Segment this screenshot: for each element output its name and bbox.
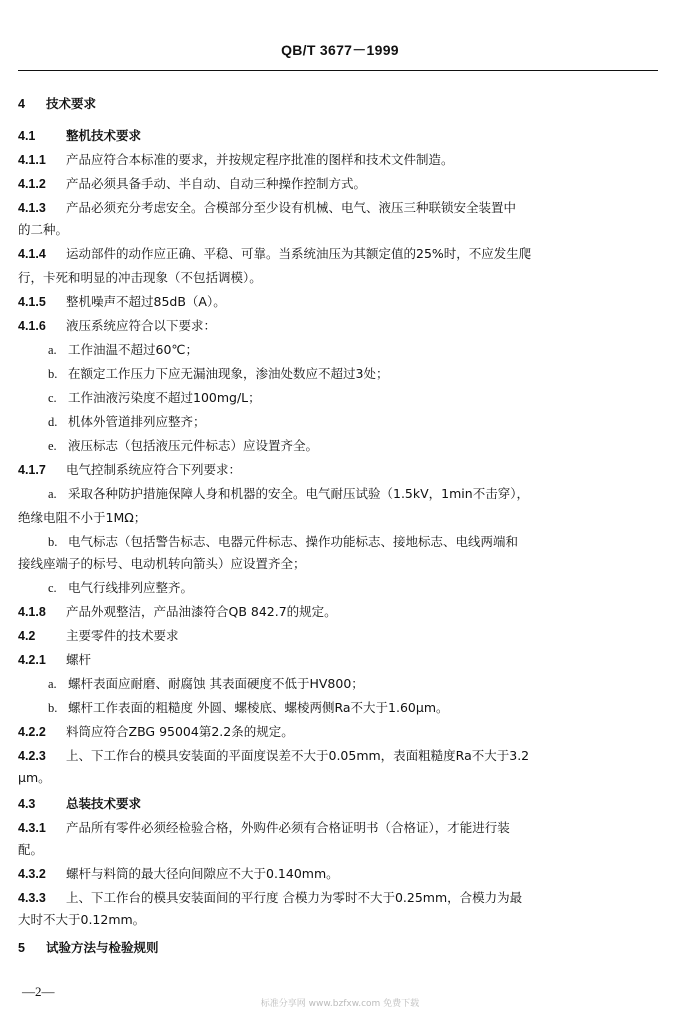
list-text: 在额定工作压力下应无漏油现象，渗油处数应不超过3处； xyxy=(68,366,389,381)
clause-4-1-5 xyxy=(18,294,658,310)
clause-number: 4.2.3 xyxy=(18,749,46,763)
list-item-b xyxy=(18,534,658,550)
clause-text: 产品必须充分考虑安全。合模部分至少设有机械、电气、液压三种联锁安全装置中 xyxy=(66,200,517,215)
clause-4-2-1 xyxy=(18,652,658,668)
list-item-a xyxy=(18,676,658,692)
clause-text: 产品应符合本标准的要求，并按规定程序批准的图样和技术文件制造。 xyxy=(66,152,454,167)
clause-text: 液压系统应符合以下要求： xyxy=(66,318,217,333)
clause-number: 4.2 xyxy=(18,629,36,643)
list-text: 螺杆工作表面的粗糙度 外圆、螺棱底、螺棱两侧Ra不大于1.60μm。 xyxy=(68,700,449,715)
list-text: 螺杆表面应耐磨、耐腐蚀 其表面硬度不低于HV800； xyxy=(68,676,364,691)
clause-text: 螺杆 xyxy=(66,652,92,667)
list-letter: c. xyxy=(48,581,57,595)
clause-text: 上、下工作台的模具安装面的平面度误差不大于0.05mm，表面粗糙度Ra不大于3.2 xyxy=(66,748,530,763)
clause-number: 4.1.2 xyxy=(18,177,46,191)
list-letter: a. xyxy=(48,343,57,357)
list-continuation: 绝缘电阻不小于1MΩ； xyxy=(18,510,147,525)
header-rule xyxy=(18,70,658,71)
clause-number: 4.2.2 xyxy=(18,725,46,739)
list-text: 电气标志（包括警告标志、电器元件标志、操作功能标志、接地标志、电线两端和 xyxy=(68,534,519,549)
section-number: 5 xyxy=(18,941,25,955)
clause-text: 上、下工作台的模具安装面间的平行度 合模力为零时不大于0.25mm，合模力为最 xyxy=(66,890,523,905)
clause-text: 料筒应符合ZBG 95004第2.2条的规定。 xyxy=(66,724,294,739)
clause-4-1-7 xyxy=(18,462,658,478)
list-item-b xyxy=(18,366,658,382)
list-letter: b. xyxy=(48,535,58,549)
clause-number: 4.1.8 xyxy=(18,605,46,619)
list-letter: b. xyxy=(48,701,58,715)
clause-4-3-3 xyxy=(18,890,658,906)
section-4-heading xyxy=(18,96,658,112)
section-number: 4 xyxy=(18,97,25,111)
clause-number: 4.3.1 xyxy=(18,821,46,835)
list-text: 采取各种防护措施保障人身和机器的安全。电气耐压试验（1.5kV，1min不击穿）， xyxy=(68,486,529,501)
page-number: —2— xyxy=(22,984,55,999)
clause-4-1-1 xyxy=(18,152,658,168)
clause-4-1-2 xyxy=(18,176,658,192)
clause-text: 运动部件的动作应正确、平稳、可靠。当系统油压为其额定值的25%时，不应发生爬 xyxy=(66,246,532,261)
clause-4-3 xyxy=(18,796,658,812)
clause-4-1-6 xyxy=(18,318,658,334)
list-letter: b. xyxy=(48,367,58,381)
clause-4-1-4 xyxy=(18,246,658,262)
clause-4-2 xyxy=(18,628,658,644)
clause-text: 产品所有零件必须经检验合格，外购件必须有合格证明书（合格证），才能进行装 xyxy=(66,820,510,835)
list-item-e xyxy=(18,438,658,454)
clause-text: 主要零件的技术要求 xyxy=(66,628,179,643)
clause-number: 4.3.3 xyxy=(18,891,46,905)
list-item-c xyxy=(18,580,658,596)
clause-text: 产品必须具备手动、半自动、自动三种操作控制方式。 xyxy=(66,176,367,191)
list-text: 电气行线排列应整齐。 xyxy=(68,580,194,595)
clause-continuation: 行，卡死和明显的冲击现象（不包括调模）。 xyxy=(18,270,262,285)
clause-continuation: 的二种。 xyxy=(18,222,69,237)
clause-number: 4.1 xyxy=(18,129,36,143)
list-letter: a. xyxy=(48,487,57,501)
list-continuation: 接线座端子的标号、电动机转向箭头）应设置齐全； xyxy=(18,556,306,571)
list-text: 机体外管道排列应整齐； xyxy=(68,414,206,429)
clause-continuation: 大时不大于0.12mm。 xyxy=(18,912,146,927)
clause-4-3-1 xyxy=(18,820,658,836)
clause-number: 4.1.3 xyxy=(18,201,46,215)
clause-number: 4.1.1 xyxy=(18,153,46,167)
clause-text: 整机技术要求 xyxy=(66,128,142,143)
watermark: 标准分享网 www.bzfxw.com 免费下载 xyxy=(260,999,420,1009)
list-letter: e. xyxy=(48,439,57,453)
clause-continuation: 配。 xyxy=(18,842,44,857)
section-title: 技术要求 xyxy=(46,96,97,111)
clause-4-1-3 xyxy=(18,200,658,216)
clause-4-1-8 xyxy=(18,604,658,620)
clause-number: 4.1.5 xyxy=(18,295,46,309)
clause-4-2-3 xyxy=(18,748,658,764)
standard-number-header: QB/T 3677－1999 xyxy=(281,42,399,58)
clause-4-2-2 xyxy=(18,724,658,740)
list-item-a xyxy=(18,342,658,358)
clause-number: 4.2.1 xyxy=(18,653,46,667)
clause-text: 总装技术要求 xyxy=(66,796,142,811)
clause-text: 产品外观整洁，产品油漆符合QB 842.7的规定。 xyxy=(66,604,337,619)
clause-continuation: μm。 xyxy=(18,770,51,785)
list-letter: a. xyxy=(48,677,57,691)
clause-4-1 xyxy=(18,128,658,144)
clause-4-3-2 xyxy=(18,866,658,882)
list-text: 液压标志（包括液压元件标志）应设置齐全。 xyxy=(68,438,319,453)
clause-text: 螺杆与料筒的最大径向间隙应不大于0.140mm。 xyxy=(66,866,339,881)
list-letter: d. xyxy=(48,415,58,429)
clause-number: 4.3 xyxy=(18,797,36,811)
clause-number: 4.1.7 xyxy=(18,463,46,477)
clause-text: 电气控制系统应符合下列要求： xyxy=(66,462,242,477)
list-item-d xyxy=(18,414,658,430)
clause-number: 4.1.6 xyxy=(18,319,46,333)
list-letter: c. xyxy=(48,391,57,405)
section-5-heading xyxy=(18,940,658,956)
clause-number: 4.3.2 xyxy=(18,867,46,881)
clause-number: 4.1.4 xyxy=(18,247,46,261)
list-item-b xyxy=(18,700,658,716)
list-text: 工作油液污染度不超过100mg/L； xyxy=(68,390,261,405)
clause-text: 整机噪声不超过85dB（A）。 xyxy=(66,294,226,309)
list-text: 工作油温不超过60℃； xyxy=(68,342,198,357)
section-title: 试验方法与检验规则 xyxy=(46,940,159,955)
list-item-c xyxy=(18,390,658,406)
list-item-a xyxy=(18,486,658,502)
